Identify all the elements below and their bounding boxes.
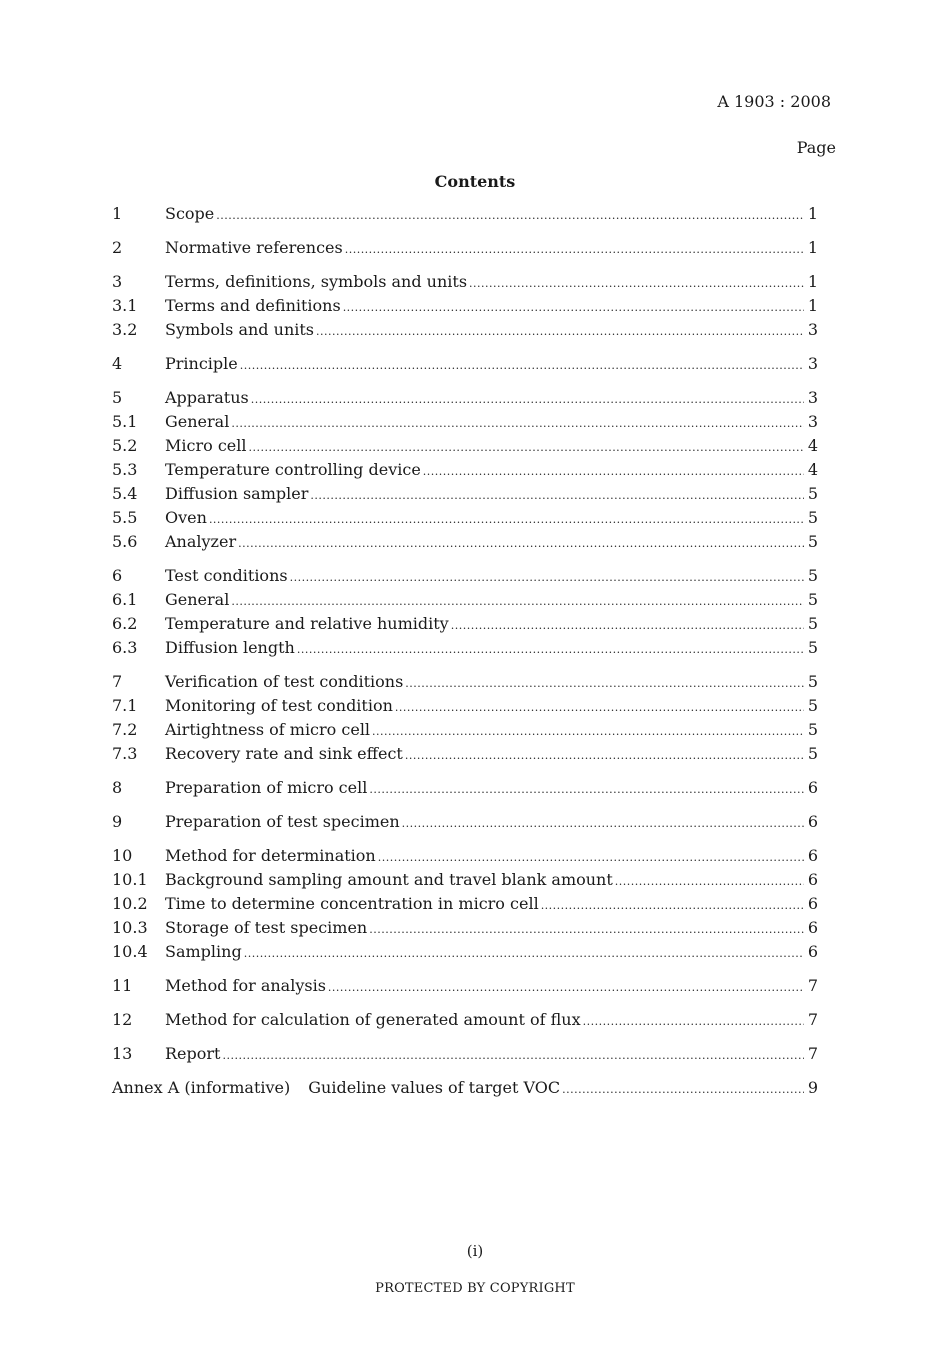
toc-entry-page: 5 bbox=[807, 532, 818, 551]
dot-leader bbox=[209, 510, 804, 530]
toc-entry-page: 3 bbox=[807, 412, 818, 431]
toc-entry[interactable] bbox=[112, 846, 818, 870]
dot-leader bbox=[249, 438, 804, 458]
toc-entry-title: Diffusion length bbox=[165, 638, 295, 657]
dot-leader bbox=[405, 746, 804, 766]
toc-entry-title: Terms and definitions bbox=[165, 296, 341, 315]
toc-entry[interactable] bbox=[112, 744, 818, 768]
toc-entry-page: 1 bbox=[807, 272, 818, 291]
toc-entry-page: 3 bbox=[807, 320, 818, 339]
dot-leader bbox=[369, 920, 804, 940]
toc-entry-number: 10 bbox=[112, 846, 133, 865]
toc-entry-title: Scope bbox=[165, 204, 215, 223]
dot-leader bbox=[405, 674, 804, 694]
toc-entry-number: 11 bbox=[112, 976, 133, 995]
toc-entry[interactable] bbox=[112, 460, 818, 484]
toc-entry-number: 6.2 bbox=[112, 614, 138, 633]
toc-entry-number: 5 bbox=[112, 388, 123, 407]
toc-entry-title: Preparation of test specimen bbox=[165, 812, 400, 831]
toc-annex-entry[interactable] bbox=[112, 1078, 818, 1102]
toc-entry-page: 1 bbox=[807, 204, 818, 223]
toc-entry[interactable] bbox=[112, 484, 818, 508]
toc-entry-title: Temperature and relative humidity bbox=[165, 614, 449, 633]
dot-leader bbox=[251, 390, 804, 410]
toc-entry-page: 5 bbox=[807, 508, 818, 527]
dot-leader bbox=[231, 414, 803, 434]
toc-entry-page: 6 bbox=[807, 846, 818, 865]
toc-entry-title: General bbox=[165, 590, 230, 609]
toc-entry-title: Apparatus bbox=[165, 388, 249, 407]
toc-entry-title: Micro cell bbox=[165, 436, 247, 455]
toc-entry-number: 1 bbox=[112, 204, 123, 223]
toc-entry-page: 3 bbox=[807, 354, 818, 373]
toc-entry[interactable] bbox=[112, 696, 818, 720]
toc-entry-number: 6 bbox=[112, 566, 123, 585]
toc-entry[interactable] bbox=[112, 870, 818, 894]
toc-entry-title: Recovery rate and sink effect bbox=[165, 744, 403, 763]
toc-entry-number: 8 bbox=[112, 778, 123, 797]
dot-leader bbox=[290, 568, 804, 588]
toc-entry[interactable] bbox=[112, 638, 818, 662]
toc-entry-page: 4 bbox=[807, 436, 818, 455]
toc-entry[interactable] bbox=[112, 412, 818, 436]
toc-entry[interactable] bbox=[112, 436, 818, 460]
toc-entry-title: Background sampling amount and travel blank amount bbox=[165, 870, 613, 889]
dot-leader bbox=[216, 206, 804, 226]
toc-entry-title: Method for determination bbox=[165, 846, 376, 865]
toc-entry-page: 5 bbox=[807, 696, 818, 715]
page-column-label: Page bbox=[796, 138, 836, 157]
toc-entry-number: 7.3 bbox=[112, 744, 138, 763]
dot-leader bbox=[402, 814, 804, 834]
toc-entry[interactable] bbox=[112, 942, 818, 966]
toc-entry-page: 6 bbox=[807, 894, 818, 913]
toc-entry-title: Storage of test specimen bbox=[165, 918, 368, 937]
toc-entry[interactable] bbox=[112, 566, 818, 590]
toc-entry-page: 5 bbox=[807, 484, 818, 503]
toc-entry-number: 7 bbox=[112, 672, 123, 691]
toc-entry-number: 5.4 bbox=[112, 484, 138, 503]
toc-entry-page: 6 bbox=[807, 812, 818, 831]
dot-leader bbox=[469, 274, 804, 294]
toc-entry-page: 5 bbox=[807, 720, 818, 739]
toc-entry-number: 3.2 bbox=[112, 320, 138, 339]
toc-entry-number: 5.2 bbox=[112, 436, 138, 455]
toc-entry-page: 7 bbox=[807, 1044, 818, 1063]
toc-entry-page: 5 bbox=[807, 638, 818, 657]
toc-entry[interactable] bbox=[112, 1044, 818, 1068]
toc-entry[interactable] bbox=[112, 778, 818, 802]
toc-entry-number: 5.5 bbox=[112, 508, 138, 527]
toc-entry-title: Verification of test conditions bbox=[165, 672, 404, 691]
toc-entry[interactable] bbox=[112, 204, 818, 228]
toc-entry-title: Test conditions bbox=[165, 566, 288, 585]
toc-entry-page: 1 bbox=[807, 296, 818, 315]
dot-leader bbox=[343, 298, 804, 318]
dot-leader bbox=[316, 322, 804, 342]
copyright-notice: PROTECTED BY COPYRIGHT bbox=[375, 1281, 575, 1296]
dot-leader bbox=[378, 848, 804, 868]
toc-entry-number: 10.4 bbox=[112, 942, 148, 961]
toc-entry[interactable] bbox=[112, 918, 818, 942]
toc-entry-title: Normative references bbox=[165, 238, 343, 257]
toc-entry-title: Principle bbox=[165, 354, 238, 373]
dot-leader bbox=[297, 640, 804, 660]
toc-entry-title: Temperature controlling device bbox=[165, 460, 421, 479]
toc-entry[interactable] bbox=[112, 320, 818, 344]
toc-entry-number: 3.1 bbox=[112, 296, 138, 315]
footer-page-number: (i) bbox=[466, 1242, 484, 1260]
toc-entry[interactable] bbox=[112, 532, 818, 556]
annex-title: Guideline values of target VOC bbox=[308, 1078, 561, 1097]
toc-entry-number: 7.2 bbox=[112, 720, 138, 739]
annex-label: Annex A (informative) bbox=[112, 1078, 291, 1097]
toc-entry-title: Preparation of micro cell bbox=[165, 778, 368, 797]
toc-entry-number: 10.1 bbox=[112, 870, 148, 889]
toc-entry-number: 13 bbox=[112, 1044, 133, 1063]
toc-entry-page: 6 bbox=[807, 918, 818, 937]
toc-entry-title: Airtightness of micro cell bbox=[165, 720, 371, 739]
toc-entry-number: 10.3 bbox=[112, 918, 148, 937]
dot-leader bbox=[222, 1046, 803, 1066]
toc-entry-page: 5 bbox=[807, 566, 818, 585]
toc-entry-page: 5 bbox=[807, 590, 818, 609]
dot-leader bbox=[541, 896, 804, 916]
toc-entry[interactable] bbox=[112, 388, 818, 412]
toc-entry-title: Sampling bbox=[165, 942, 242, 961]
toc-entry-title: Terms, definitions, symbols and units bbox=[165, 272, 468, 291]
dot-leader bbox=[423, 462, 804, 482]
toc-entry[interactable] bbox=[112, 672, 818, 696]
toc-entry[interactable] bbox=[112, 590, 818, 614]
toc-entry-title: Method for calculation of generated amount of flux bbox=[165, 1010, 581, 1029]
dot-leader bbox=[395, 698, 804, 718]
toc-entry-page: 5 bbox=[807, 672, 818, 691]
dot-leader bbox=[345, 240, 804, 260]
toc-entry-title: Diffusion sampler bbox=[165, 484, 309, 503]
toc-entry[interactable] bbox=[112, 272, 818, 296]
dot-leader bbox=[583, 1012, 804, 1032]
document-code: A 1903 : 2008 bbox=[717, 92, 831, 111]
toc-entry-page: 6 bbox=[807, 870, 818, 889]
toc-entry-number: 9 bbox=[112, 812, 123, 831]
toc-entry-title: Analyzer bbox=[165, 532, 237, 551]
toc-entry-page: 1 bbox=[807, 238, 818, 257]
dot-leader bbox=[369, 780, 803, 800]
dot-leader bbox=[238, 534, 804, 554]
toc-entry-number: 10.2 bbox=[112, 894, 148, 913]
toc-entry[interactable] bbox=[112, 354, 818, 378]
toc-entry[interactable] bbox=[112, 238, 818, 262]
toc-entry[interactable] bbox=[112, 1010, 818, 1034]
toc-entry-number: 7.1 bbox=[112, 696, 138, 715]
toc-entry[interactable] bbox=[112, 720, 818, 744]
toc-entry[interactable] bbox=[112, 976, 818, 1000]
toc-entry-page: 3 bbox=[807, 388, 818, 407]
toc-entry-number: 3 bbox=[112, 272, 123, 291]
toc-entry-number: 2 bbox=[112, 238, 123, 257]
toc-entry-number: 4 bbox=[112, 354, 123, 373]
toc-entry[interactable] bbox=[112, 614, 818, 638]
contents-title: Contents bbox=[434, 172, 516, 191]
toc-entry-page: 6 bbox=[807, 942, 818, 961]
toc-entry[interactable] bbox=[112, 508, 818, 532]
dot-leader bbox=[451, 616, 804, 636]
toc-entry-title: Oven bbox=[165, 508, 207, 527]
annex-page: 9 bbox=[807, 1078, 818, 1097]
table-of-contents bbox=[112, 204, 818, 1102]
toc-entry-number: 5.1 bbox=[112, 412, 138, 431]
toc-entry-number: 6.1 bbox=[112, 590, 138, 609]
toc-entry-page: 5 bbox=[807, 614, 818, 633]
dot-leader bbox=[231, 592, 803, 612]
toc-entry-title: Method for analysis bbox=[165, 976, 326, 995]
dot-leader bbox=[310, 486, 803, 506]
dot-leader bbox=[244, 944, 804, 964]
dot-leader bbox=[328, 978, 804, 998]
dot-leader bbox=[615, 872, 804, 892]
toc-entry-page: 6 bbox=[807, 778, 818, 797]
toc-entry-page: 4 bbox=[807, 460, 818, 479]
toc-entry-title: General bbox=[165, 412, 230, 431]
dot-leader bbox=[562, 1080, 804, 1100]
toc-entry-page: 5 bbox=[807, 744, 818, 763]
toc-entry[interactable] bbox=[112, 812, 818, 836]
toc-entry-title: Monitoring of test condition bbox=[165, 696, 393, 715]
toc-entry[interactable] bbox=[112, 296, 818, 320]
toc-entry-title: Report bbox=[165, 1044, 221, 1063]
dot-leader bbox=[372, 722, 804, 742]
toc-entry-title: Time to determine concentration in micro cell bbox=[165, 894, 539, 913]
toc-entry-number: 5.6 bbox=[112, 532, 138, 551]
toc-entry-title: Symbols and units bbox=[165, 320, 314, 339]
toc-entry-number: 5.3 bbox=[112, 460, 138, 479]
toc-entry-number: 6.3 bbox=[112, 638, 138, 657]
dot-leader bbox=[240, 356, 804, 376]
toc-entry[interactable] bbox=[112, 894, 818, 918]
toc-entry-page: 7 bbox=[807, 976, 818, 995]
toc-entry-page: 7 bbox=[807, 1010, 818, 1029]
toc-entry-number: 12 bbox=[112, 1010, 133, 1029]
